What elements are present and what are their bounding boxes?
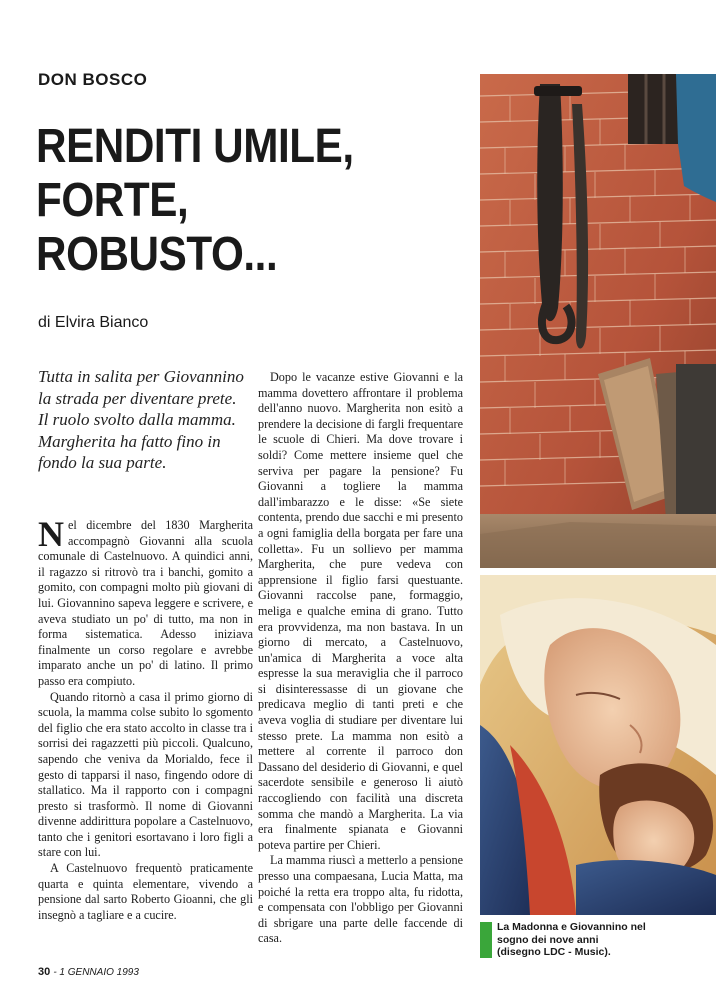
title-line: FORTE, <box>36 174 189 227</box>
body-column-1 <box>38 514 253 923</box>
image-caption <box>497 921 712 959</box>
caption-line: (disegno LDC - Music). <box>497 946 611 958</box>
paragraph: Quando ritornò a casa il primo giorno di scuola, la mamma colse subito lo sgomento del figlio che era stato accolto in classe tra i sorrisi dei ragazzetti più piccoli. Qualcuno, sapendo che veniva da Morialdo, fece il gesto di tapparsi il naso, fingendo odore di stallatico. Ma il rapporto con i compagni presto si trasformò. Il nome di Giovanni divenne addirittura popolare a Castelnuovo, tanto che i genitori esortavano i loro figli a stare con lui. <box>38 689 253 860</box>
caption-line: La Madonna e Giovannino nel <box>497 921 646 933</box>
paragraph-text: el dicembre del 1830 Margherita accompagnò Giovanni alla scuola comunale di Castelnuovo. A quindici anni, il ragazzo si ritrovò tra i banchi, gomito a gomito, con compagni molto più giovani di lui. Giovannino sapeva leggere e scrivere, e aveva studiato un po' di tutto, ma non in forma sistematica. Adesso iniziava finalmente un corso regolare e avrebbe imparato anche un po' di latino. Il primo passo era compiuto. <box>38 518 253 688</box>
issue-date: - 1 GENNAIO 1993 <box>53 967 139 978</box>
body-column-2 <box>258 370 463 947</box>
section-kicker: DON BOSCO <box>38 70 148 89</box>
page-number: 30 <box>38 966 51 978</box>
caption-accent-bar <box>480 922 492 958</box>
paragraph: La mamma riuscì a metterlo a pensione presso una compaesana, Lucia Matta, ma poiché la retta era troppo alta, fu ridotta, e compensata con l'obbligo per Giovanni di sbrigare una parte delle faccende di casa. <box>258 853 463 946</box>
article-title <box>36 120 423 282</box>
title-line: ROBUSTO... <box>36 228 278 281</box>
brick-wall-photo <box>480 74 716 568</box>
title-line: RENDITI UMILE, <box>36 120 354 173</box>
paragraph: Dopo le vacanze estive Giovanni e la mamma dovettero affrontare il problema dell'anno nuovo. Margherita non esitò a prendere la decisione di fargli frequentare le scuole di Chieri. Ma dove trovare i soldi? Come mettere insieme quel che serviva per pagare la pensione? Fu Giovanni a togliere la mamma dall'imbarazzo e le disse: «Se siete contenta, prendo due sacchi e mi presento a ogni famiglia della borgata per fare una colletta». Fu un sollievo per mamma Margherita, che pure vedeva con apprensione il figlio farsi questuante. Giovanni raccolse pane, formaggio, meliga e qualche emina di grano. Tutto era provvidenza, ma non bastava. In un giorno di mercato, a Castelnuovo, un'amica di Margherita a voce alta espresse la sua meraviglia che il parroco si disinteressasse di un giovane che predicava meglio di tanti preti e che aveva voglia di studiare per diventare lui stesso prete. La mamma non esitò a mettere al corrente il parroco don Dassano del desiderio di Giovanni, e quel sacerdote sensibile e generoso li aiutò raccogliendo con facilità una discreta somma che mandò a Margherita. La via era finalmente spianata e Giovanni poteva partire per Chieri. <box>258 370 463 852</box>
byline: di Elvira Bianco <box>38 314 149 331</box>
caption-line: sogno dei nove anni <box>497 933 599 946</box>
paragraph <box>38 514 253 690</box>
standfirst: Tutta in salita per Giovannino la strada per diventare prete. Il ruolo svolto dalla mamma. Margherita ha fatto fino in fondo la sua parte. <box>38 367 244 472</box>
madonna-painting <box>480 575 716 915</box>
drop-cap: N <box>38 514 64 554</box>
paragraph: A Castelnuovo frequentò praticamente quarta e quinta elementare, vivendo a pensione dal sarto Roberto Gioanni, che gli insegnò a tagliare e a cucire. <box>38 861 253 922</box>
page-footer <box>38 966 139 978</box>
